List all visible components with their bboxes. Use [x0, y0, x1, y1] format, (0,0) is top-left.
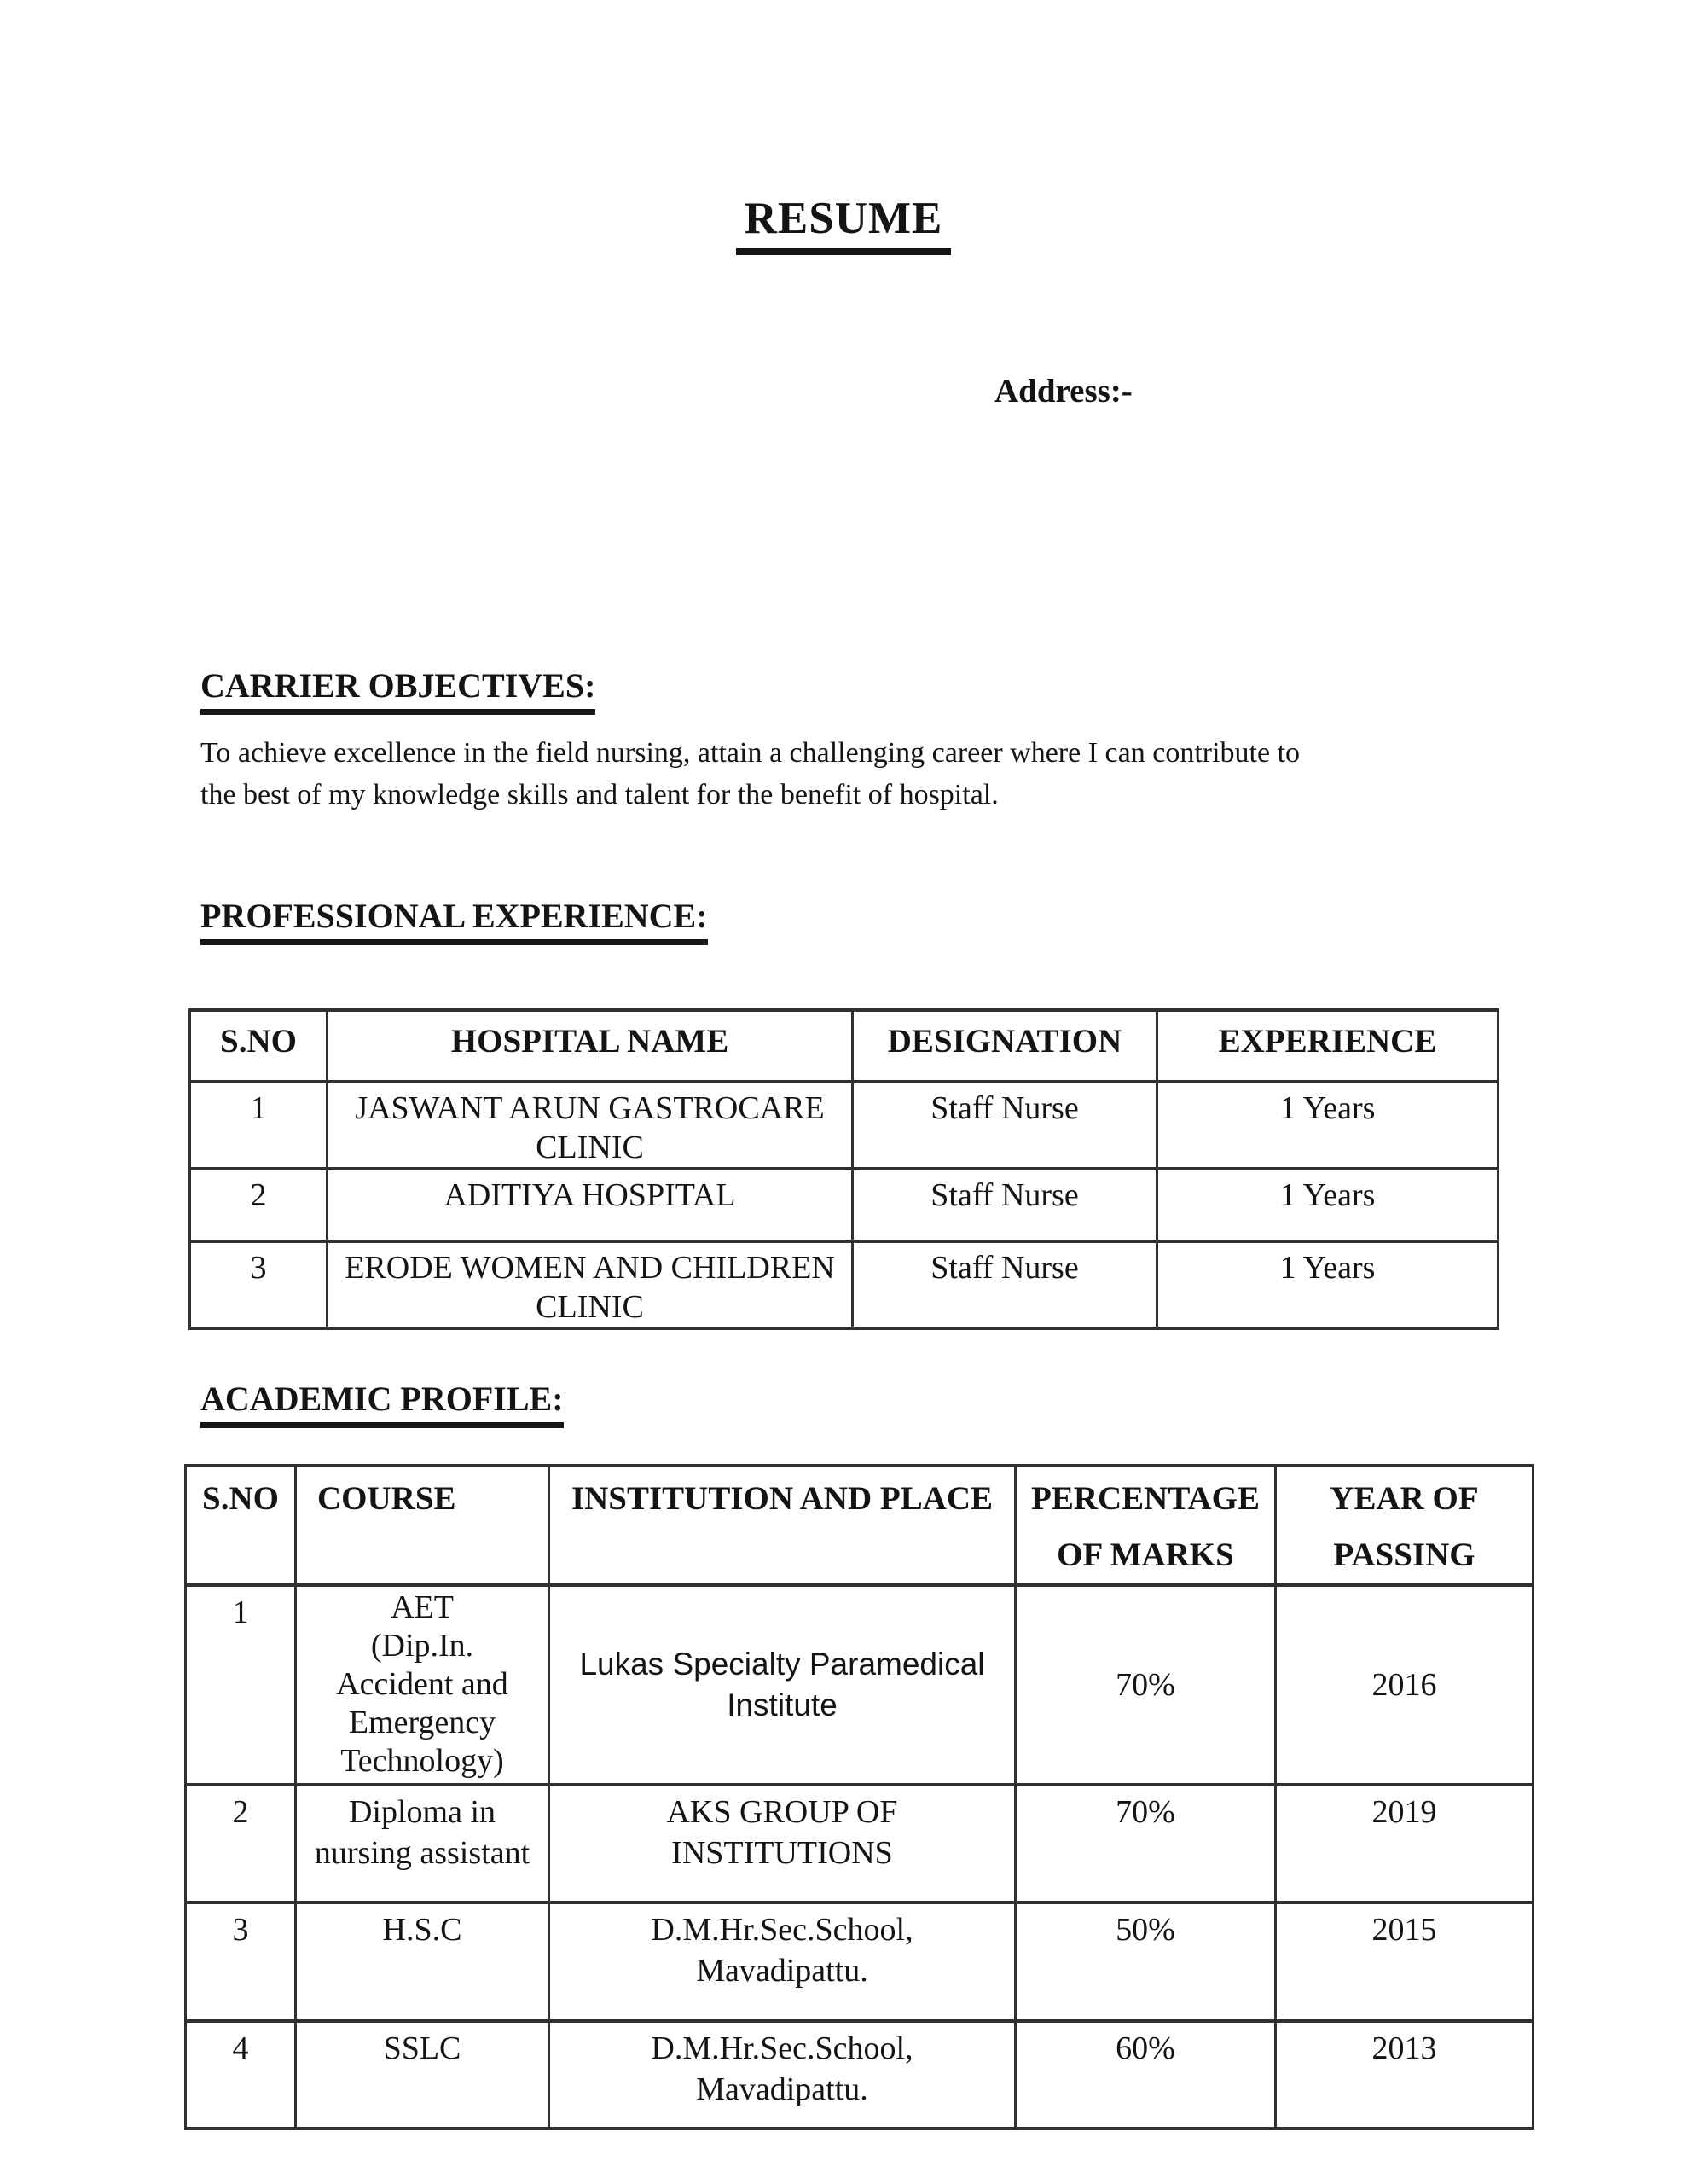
table-row: [190, 1169, 1499, 1241]
cell-year: 2019: [1276, 1785, 1533, 1902]
header-line: PERCENTAGE: [1031, 1480, 1260, 1517]
column-header-sno: S.NO: [190, 1010, 328, 1082]
cell-percentage: 70%: [1016, 1585, 1276, 1785]
objectives-line-1: To achieve excellence in the field nursing, attain a challenging career where I can contribute to: [200, 737, 1301, 769]
institution-line: Mavadipattu.: [696, 2071, 868, 2107]
cell-sno: 3: [186, 1902, 296, 2021]
address-label: Address:-: [994, 373, 1133, 410]
course-line: Technology): [340, 1743, 504, 1779]
cell-sno: 1: [190, 1082, 328, 1169]
hospital-line: CLINIC: [536, 1130, 644, 1165]
academic-header-row: [186, 1466, 1533, 1585]
column-header-designation: DESIGNATION: [853, 1010, 1157, 1082]
cell-sno: 2: [186, 1785, 296, 1902]
section-heading-professional-experience: [200, 896, 708, 945]
cell-hospital-name: [328, 1169, 853, 1241]
cell-institution: [549, 1902, 1016, 2021]
column-header-year-of-passing: [1276, 1466, 1533, 1585]
column-header-course: COURSE: [296, 1466, 549, 1585]
experience-header-row: [190, 1010, 1499, 1082]
section-heading-career-objectives: [200, 665, 595, 715]
cell-year: 2016: [1276, 1585, 1533, 1785]
cell-experience: 1 Years: [1157, 1241, 1499, 1328]
institution-line: Institute: [727, 1687, 838, 1722]
course-line: H.S.C: [382, 1912, 462, 1948]
header-line: YEAR OF: [1330, 1480, 1479, 1517]
course-line: AET: [391, 1589, 454, 1625]
course-line: SSLC: [383, 2030, 461, 2066]
column-header-hospital-name: HOSPITAL NAME: [328, 1010, 853, 1082]
course-line: (Dip.In.: [370, 1628, 474, 1664]
cell-sno: 2: [190, 1169, 328, 1241]
page-title: RESUME: [736, 193, 952, 255]
column-header-experience: EXPERIENCE: [1157, 1010, 1499, 1082]
hospital-line: CLINIC: [536, 1289, 644, 1325]
academic-table: [184, 1464, 1534, 2130]
cell-hospital-name: [328, 1082, 853, 1169]
cell-sno: 3: [190, 1241, 328, 1328]
cell-hospital-name: [328, 1241, 853, 1328]
cell-sno: 1: [186, 1585, 296, 1785]
institution-line: Mavadipattu.: [696, 1953, 868, 1989]
cell-institution: [549, 1785, 1016, 1902]
cell-percentage: 50%: [1016, 1902, 1276, 2021]
cell-institution: [549, 2021, 1016, 2129]
table-row: [190, 1082, 1499, 1169]
institution-line: INSTITUTIONS: [671, 1835, 893, 1871]
cell-designation: Staff Nurse: [853, 1082, 1157, 1169]
table-row: [190, 1241, 1499, 1328]
cell-designation: Staff Nurse: [853, 1169, 1157, 1241]
table-row: [186, 1585, 1533, 1785]
academic-profile-heading-text: ACADEMIC PROFILE:: [200, 1379, 564, 1428]
experience-table: [188, 1008, 1499, 1330]
course-line: Emergency: [348, 1705, 496, 1740]
career-objectives-heading-text: CARRIER OBJECTIVES:: [200, 665, 595, 715]
institution-line: D.M.Hr.Sec.School,: [651, 1912, 913, 1948]
header-line: PASSING: [1333, 1536, 1475, 1573]
hospital-line: JASWANT ARUN GASTROCARE: [355, 1090, 825, 1126]
column-header-percentage-of-marks: [1016, 1466, 1276, 1585]
cell-year: 2013: [1276, 2021, 1533, 2129]
cell-course: [296, 1585, 549, 1785]
institution-line: Lukas Specialty Paramedical: [579, 1647, 985, 1682]
course-line: nursing assistant: [314, 1835, 530, 1871]
title-row: [0, 193, 1687, 255]
section-heading-academic-profile: [200, 1379, 564, 1428]
hospital-line: ERODE WOMEN AND CHILDREN: [345, 1250, 835, 1286]
column-header-sno: S.NO: [186, 1466, 296, 1585]
hospital-line: ADITIYA HOSPITAL: [443, 1177, 736, 1213]
header-line: OF MARKS: [1057, 1536, 1234, 1573]
cell-sno: 4: [186, 2021, 296, 2129]
cell-year: 2015: [1276, 1902, 1533, 2021]
cell-experience: 1 Years: [1157, 1169, 1499, 1241]
cell-percentage: 60%: [1016, 2021, 1276, 2129]
institution-line: AKS GROUP OF: [666, 1794, 898, 1830]
professional-experience-heading-text: PROFESSIONAL EXPERIENCE:: [200, 896, 708, 945]
cell-experience: 1 Years: [1157, 1082, 1499, 1169]
table-row: [186, 1785, 1533, 1902]
column-header-institution-and-place: INSTITUTION AND PLACE: [549, 1466, 1016, 1585]
course-line: Diploma in: [348, 1794, 496, 1830]
cell-course: [296, 2021, 549, 2129]
table-row: [186, 1902, 1533, 2021]
cell-percentage: 70%: [1016, 1785, 1276, 1902]
course-line: Accident and: [336, 1666, 508, 1702]
objectives-line-2: the best of my knowledge skills and talent for the benefit of hospital.: [200, 779, 999, 810]
cell-institution: [549, 1585, 1016, 1785]
career-objectives-paragraph: [200, 732, 1565, 816]
cell-designation: Staff Nurse: [853, 1241, 1157, 1328]
institution-line: D.M.Hr.Sec.School,: [651, 2030, 913, 2066]
cell-course: [296, 1785, 549, 1902]
table-row: [186, 2021, 1533, 2129]
cell-course: [296, 1902, 549, 2021]
